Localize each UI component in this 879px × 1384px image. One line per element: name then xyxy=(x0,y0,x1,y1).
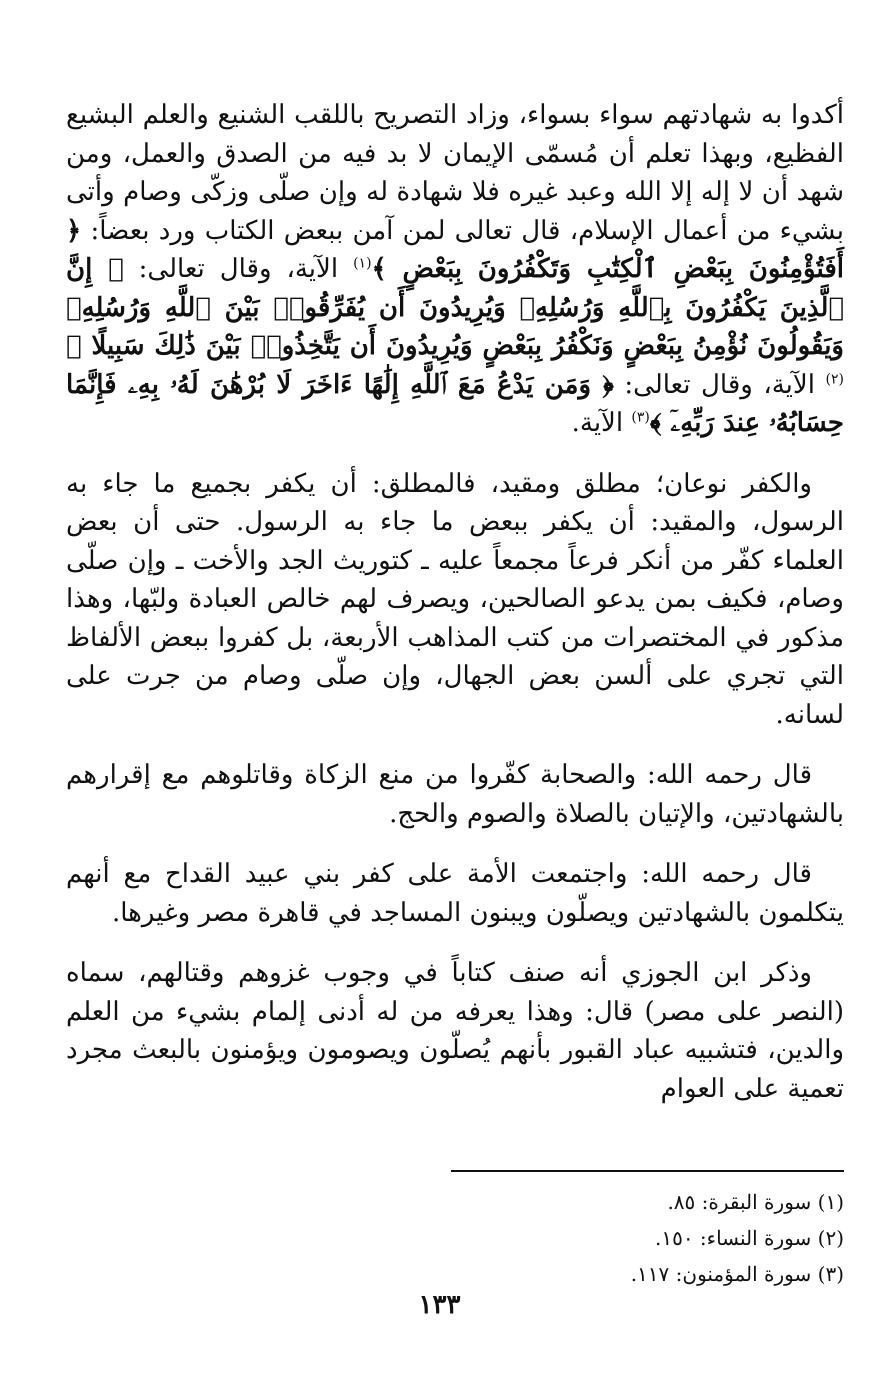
footnote-ref: (٢) xyxy=(825,370,844,387)
paragraph xyxy=(66,855,844,932)
footnote-divider xyxy=(451,1170,844,1172)
footnotes xyxy=(451,1184,844,1292)
paragraph xyxy=(66,954,844,1108)
footnote-ref: (٣) xyxy=(631,409,650,426)
quran-verse: ﴿ أَفَتُؤْمِنُونَ بِبَعْضِ ٱلْكِتَٰبِ وَتَكْفُرُونَ بِبَعْضٍ ﴾ xyxy=(66,215,844,284)
footnote-3: (٣) سورة المؤمنون: ١١٧. xyxy=(630,1262,844,1286)
paragraph-text: الآية، وقال تعالى: xyxy=(123,254,354,284)
paragraph-text: قال رحمه الله: والصحابة كفّروا من منع الزكاة وقاتلوهم مع إقرارهم بالشهادتين، والإتيان بالصلاة والصوم والحج. xyxy=(66,760,844,829)
paragraph-text: وذكر ابن الجوزي أنه صنف كتاباً في وجوب غزوهم وقتالهم، سماه (النصر على مصر) قال: وهذا يعرفه من له أدنى إلمام بشيء من العلم والدين، فتشبيه عباد القبور بأنهم يُصلّون ويصومون ويؤمنون بالبعث مجرد تعمية على العوام xyxy=(66,958,844,1104)
footnote-2: (٢) سورة النساء: ١٥٠. xyxy=(654,1226,844,1250)
paragraph xyxy=(66,756,844,833)
paragraph-text: قال رحمه الله: واجتمعت الأمة على كفر بني عبيد القداح مع أنهم يتكلمون بالشهادتين ويصلّون ويبنون المساجد في قاهرة مصر وغيرها. xyxy=(66,859,844,928)
paragraph xyxy=(66,96,844,443)
quran-verse: ﴿ إِنَّ ٱلَّذِينَ يَكْفُرُونَ بِٱللَّهِ وَرُسُلِهِۦ وَيُرِيدُونَ أَن يُفَرِّقُوا۟ بَيْنَ ٱللَّهِ وَرُسُلِهِۦ وَيَقُولُونَ نُؤْمِنُ بِبَعْضٍ وَنَكْفُرُ بِبَعْضٍ وَيُرِيدُونَ أَن يَتَّخِذُوا۟ بَيْنَ ذَٰلِكَ سَبِيلًا ﴾ xyxy=(66,254,844,361)
main-text xyxy=(66,96,844,1130)
paragraph-text: الآية. xyxy=(571,408,632,438)
paragraph xyxy=(66,465,844,735)
footnote-ref: (١) xyxy=(353,255,372,272)
paragraph-text: الآية، وقال تعالى: xyxy=(613,369,826,400)
paragraph-text: والكفر نوعان؛ مطلق ومقيد، فالمطلق: أن يكفر بجميع ما جاء به الرسول، والمقيد: أن يكفر ببعض ما جاء به الرسول. حتى أن بعض العلماء كفّر من أنكر فرعاً مجمعاً عليه ـ كتوريث الجد والأخت ـ وإن صلّى وصام، فكيف بمن يدعو الصالحين، ويصرف لهم خالص العبادة ولبّها، وهذا مذكور في المختصرات من كتب المذاهب الأربعة، بل كفروا ببعض الألفاظ التي تجري على ألسن بعض الجهال، وإن صلّى وصام من جرت على لسانه. xyxy=(66,468,844,730)
paragraph-text: أكدوا به شهادتهم سواء بسواء، وزاد التصريح باللقب الشنيع والعلم البشيع الفظيع، وبهذا تعلم أن مُسمّى الإيمان لا بد فيه من الصدق والعمل، ومن شهد أن لا إله إلا الله وعبد غيره فلا شهادة له وإن صلّى وزكّى وصام وأتى بشيء من أعمال الإسلام، قال تعالى لمن آمن ببعض الكتاب ورد بعضاً: xyxy=(66,100,844,246)
quran-verse: ﴿ وَمَن يَدْعُ مَعَ ٱللَّهِ إِلَٰهًا ءَاخَرَ لَا بُرْهَٰنَ لَهُۥ بِهِۦ فَإِنَّمَا حِسَابُهُۥ عِندَ رَبِّهِۦٓ ﴾ xyxy=(66,369,844,438)
page-number: ١٣٣ xyxy=(418,1290,461,1320)
footnote-1: (١) سورة البقرة: ٨٥. xyxy=(667,1190,844,1214)
